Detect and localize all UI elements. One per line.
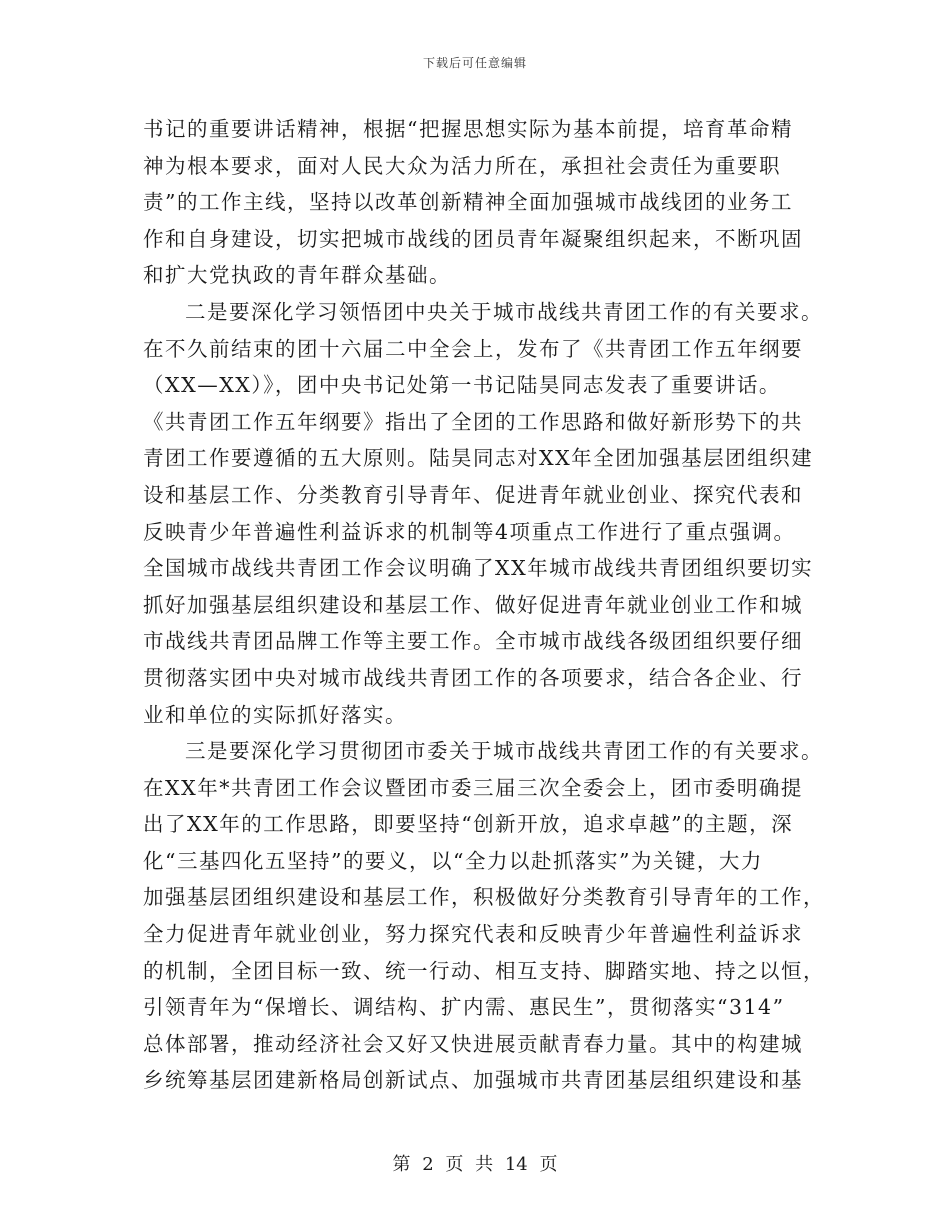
text-line: 出了XX年的工作思路，即要坚持“创新开放，追求卓越”的主题，深 [143, 812, 794, 837]
page-footer: 第 2 页 共 14 页 [392, 1154, 558, 1175]
paragraph [143, 111, 823, 294]
text-line: 书记的重要讲话精神，根据“把握思想实际为基本前提，培育革命精 [143, 117, 793, 141]
text-line: 全国城市战线共青团工作会议明确了XX年城市战线共青团组织要切实 [143, 556, 814, 581]
text-line: 全力促进青年就业创业，努力探究代表和反映青少年普遍性利益诉求 [143, 922, 803, 947]
text-line: 二是要深化学习领悟团中央关于城市战线共青团工作的有关要求。 [185, 299, 823, 324]
text-line: （XX—XX）》，团中央书记处第一书记陆昊同志发表了重要讲话。 [143, 373, 781, 398]
text-line: 贯彻落实团中央对城市战线共青团工作的各项要求，结合各企业、行 [143, 665, 803, 690]
text-line: 引领青年为“保增长、调结构、扩内需、惠民生”，贯彻落实“314” [143, 995, 785, 1020]
text-line: 在XX年*共青团工作会议暨团市委三届三次全委会上，团市委明确提 [143, 775, 803, 800]
paragraph [143, 294, 823, 733]
text-line: 抓好加强基层组织建设和基层工作、做好促进青年就业创业工作和城 [143, 592, 803, 617]
text-line: 业和单位的实际抓好落实。 [143, 702, 407, 727]
text-line: 加强基层团组织建设和基层工作，积极做好分类教育引导青年的工作， [143, 885, 825, 910]
text-line: 总体部署，推动经济社会又好又快进展贡献青春力量。其中的构建城 [143, 1031, 803, 1056]
text-line: 三是要深化学习贯彻团市委关于城市战线共青团工作的有关要求。 [185, 739, 823, 764]
text-line: 市战线共青团品牌工作等主要工作。全市城市战线各级团组织要仔细 [143, 629, 803, 654]
document-body [143, 111, 823, 1099]
text-line: 设和基层工作、分类教育引导青年、促进青年就业创业、探究代表和 [143, 482, 803, 507]
text-line: 青团工作要遵循的五大原则。陆昊同志对XX年全团加强基层团组织建 [143, 446, 814, 471]
text-line: 在不久前结束的团十六届二中全会上，发布了《共青团工作五年纲要 [143, 336, 803, 361]
text-line: 和扩大党执政的青年群众基础。 [143, 263, 451, 288]
text-line: 神为根本要求，面对人民大众为活力所在，承担社会责任为重要职 [143, 153, 781, 178]
text-line: 乡统筹基层团建新格局创新试点、加强城市共青团基层组织建设和基 [143, 1068, 803, 1093]
text-line: 化“三基四化五坚持”的要义，以“全力以赴抓落实”为关键，大力 [143, 848, 763, 873]
paragraph [143, 733, 823, 1099]
text-line: 反映青少年普遍性利益诉求的机制等4项重点工作进行了重点强调。 [143, 519, 796, 544]
text-line: 责”的工作主线，坚持以改革创新精神全面加强城市战线团的业务工 [143, 190, 793, 215]
text-line: 的机制，全团目标一致、统一行动、相互支持、脚踏实地、持之以恒， [143, 958, 825, 983]
text-line: 《共青团工作五年纲要》指出了全团的工作思路和做好新形势下的共 [143, 409, 803, 434]
text-line: 作和自身建设，切实把城市战线的团员青年凝聚组织起来，不断巩固 [143, 226, 803, 251]
page-header: 下载后可任意编辑 [422, 56, 527, 70]
